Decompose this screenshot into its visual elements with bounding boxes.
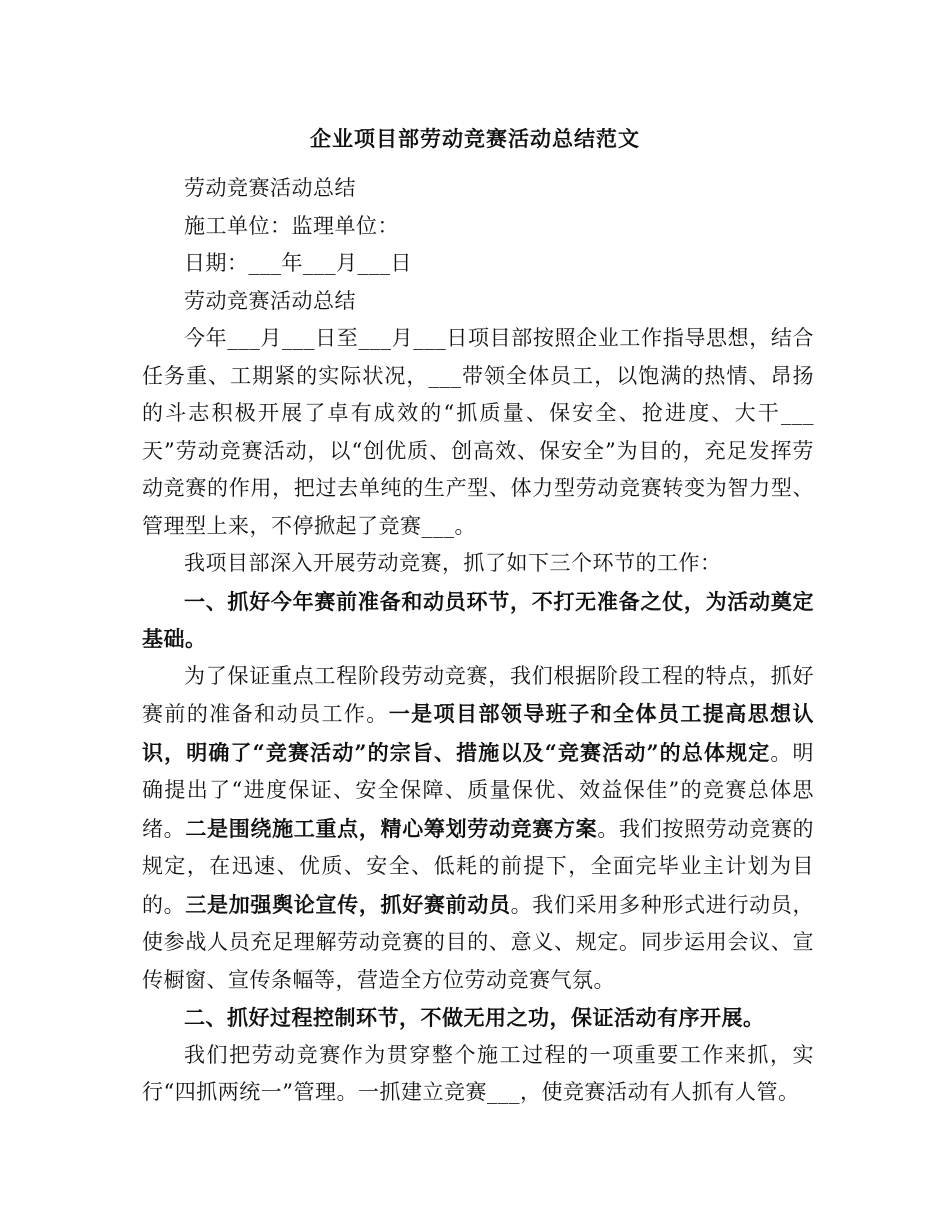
prep-bold-3: 三是加强舆论宣传，抓好赛前动员: [185, 891, 511, 917]
prep-bold-2: 二是围绕施工重点，精心筹划劳动竞赛方案: [185, 815, 598, 841]
document-title: 企业项目部劳动竞赛活动总结范文: [310, 126, 640, 151]
prep-text-2: 。明确提出了“进度保证、安全保障、质量保优、效益保佳”的竞赛总体思绪。: [142, 740, 814, 841]
document-body: [142, 170, 814, 1112]
paragraph-three-links: 我项目部深入开展劳动竞赛，抓了如下三个环节的工作：: [184, 551, 722, 575]
date-line: 日期：___年___月___日: [184, 251, 412, 275]
subtitle-line: 劳动竞赛活动总结: [184, 176, 356, 200]
unit-line: 施工单位：监理单位：: [184, 213, 399, 238]
paragraph-preparation: [142, 658, 814, 1000]
prep-text-3: 。我们按照劳动竞赛的规定，在迅速、优质、安全、低耗的前提下，全面完毕业主计划为目的。: [142, 816, 815, 917]
heading-two: 二、抓好过程控制环节，不做无用之功，保证活动有序开展。: [184, 1005, 765, 1030]
prep-bold-1: 一是项目部领导班子和全体员工提高思想认识，明确了“竞赛活动”的宗旨、措施以及“竞赛活动”的总体规定: [142, 701, 815, 765]
paragraph-process-control: 我们把劳动竞赛作为贯穿整个施工过程的一项重要工作来抓，实行“四抓两统一”管理。一抓建立竞赛___，使竞赛活动有人抓有人管。: [142, 1042, 814, 1104]
heading-one: 一、抓好今年赛前准备和动员环节，不打无准备之仗，为活动奠定基础。: [142, 588, 814, 651]
prep-text-4: 。我们采用多种形式进行动员，使参战人员充足理解劳动竞赛的目的、意义、规定。同步运用会议、宣传橱窗、宣传条幅等，营造全方位劳动竞赛气氛。: [142, 892, 815, 992]
section-label-line: 劳动竞赛活动总结: [184, 288, 356, 313]
prep-text-1: 为了保证重点工程阶段劳动竞赛，我们根据阶段工程的特点，抓好赛前的准备和动员工作。: [142, 663, 814, 726]
paragraph-intro: 今年___月___日至___月___日项目部按照企业工作指导思想，结合任务重、工期紧的实际状况，___带领全体员工，以饱满的热情、昂扬的斗志积极开展了卓有成效的“抓质量、保安全、抢进度、大干___天”劳动竞赛活动，以“创优质、创高效、保安全”为目的，充足发挥劳动竞赛的作用，把过去单纯的生产型、体力型劳动竞赛转变为智力型、管理型上来，不停掀起了竞赛___。: [142, 326, 814, 538]
